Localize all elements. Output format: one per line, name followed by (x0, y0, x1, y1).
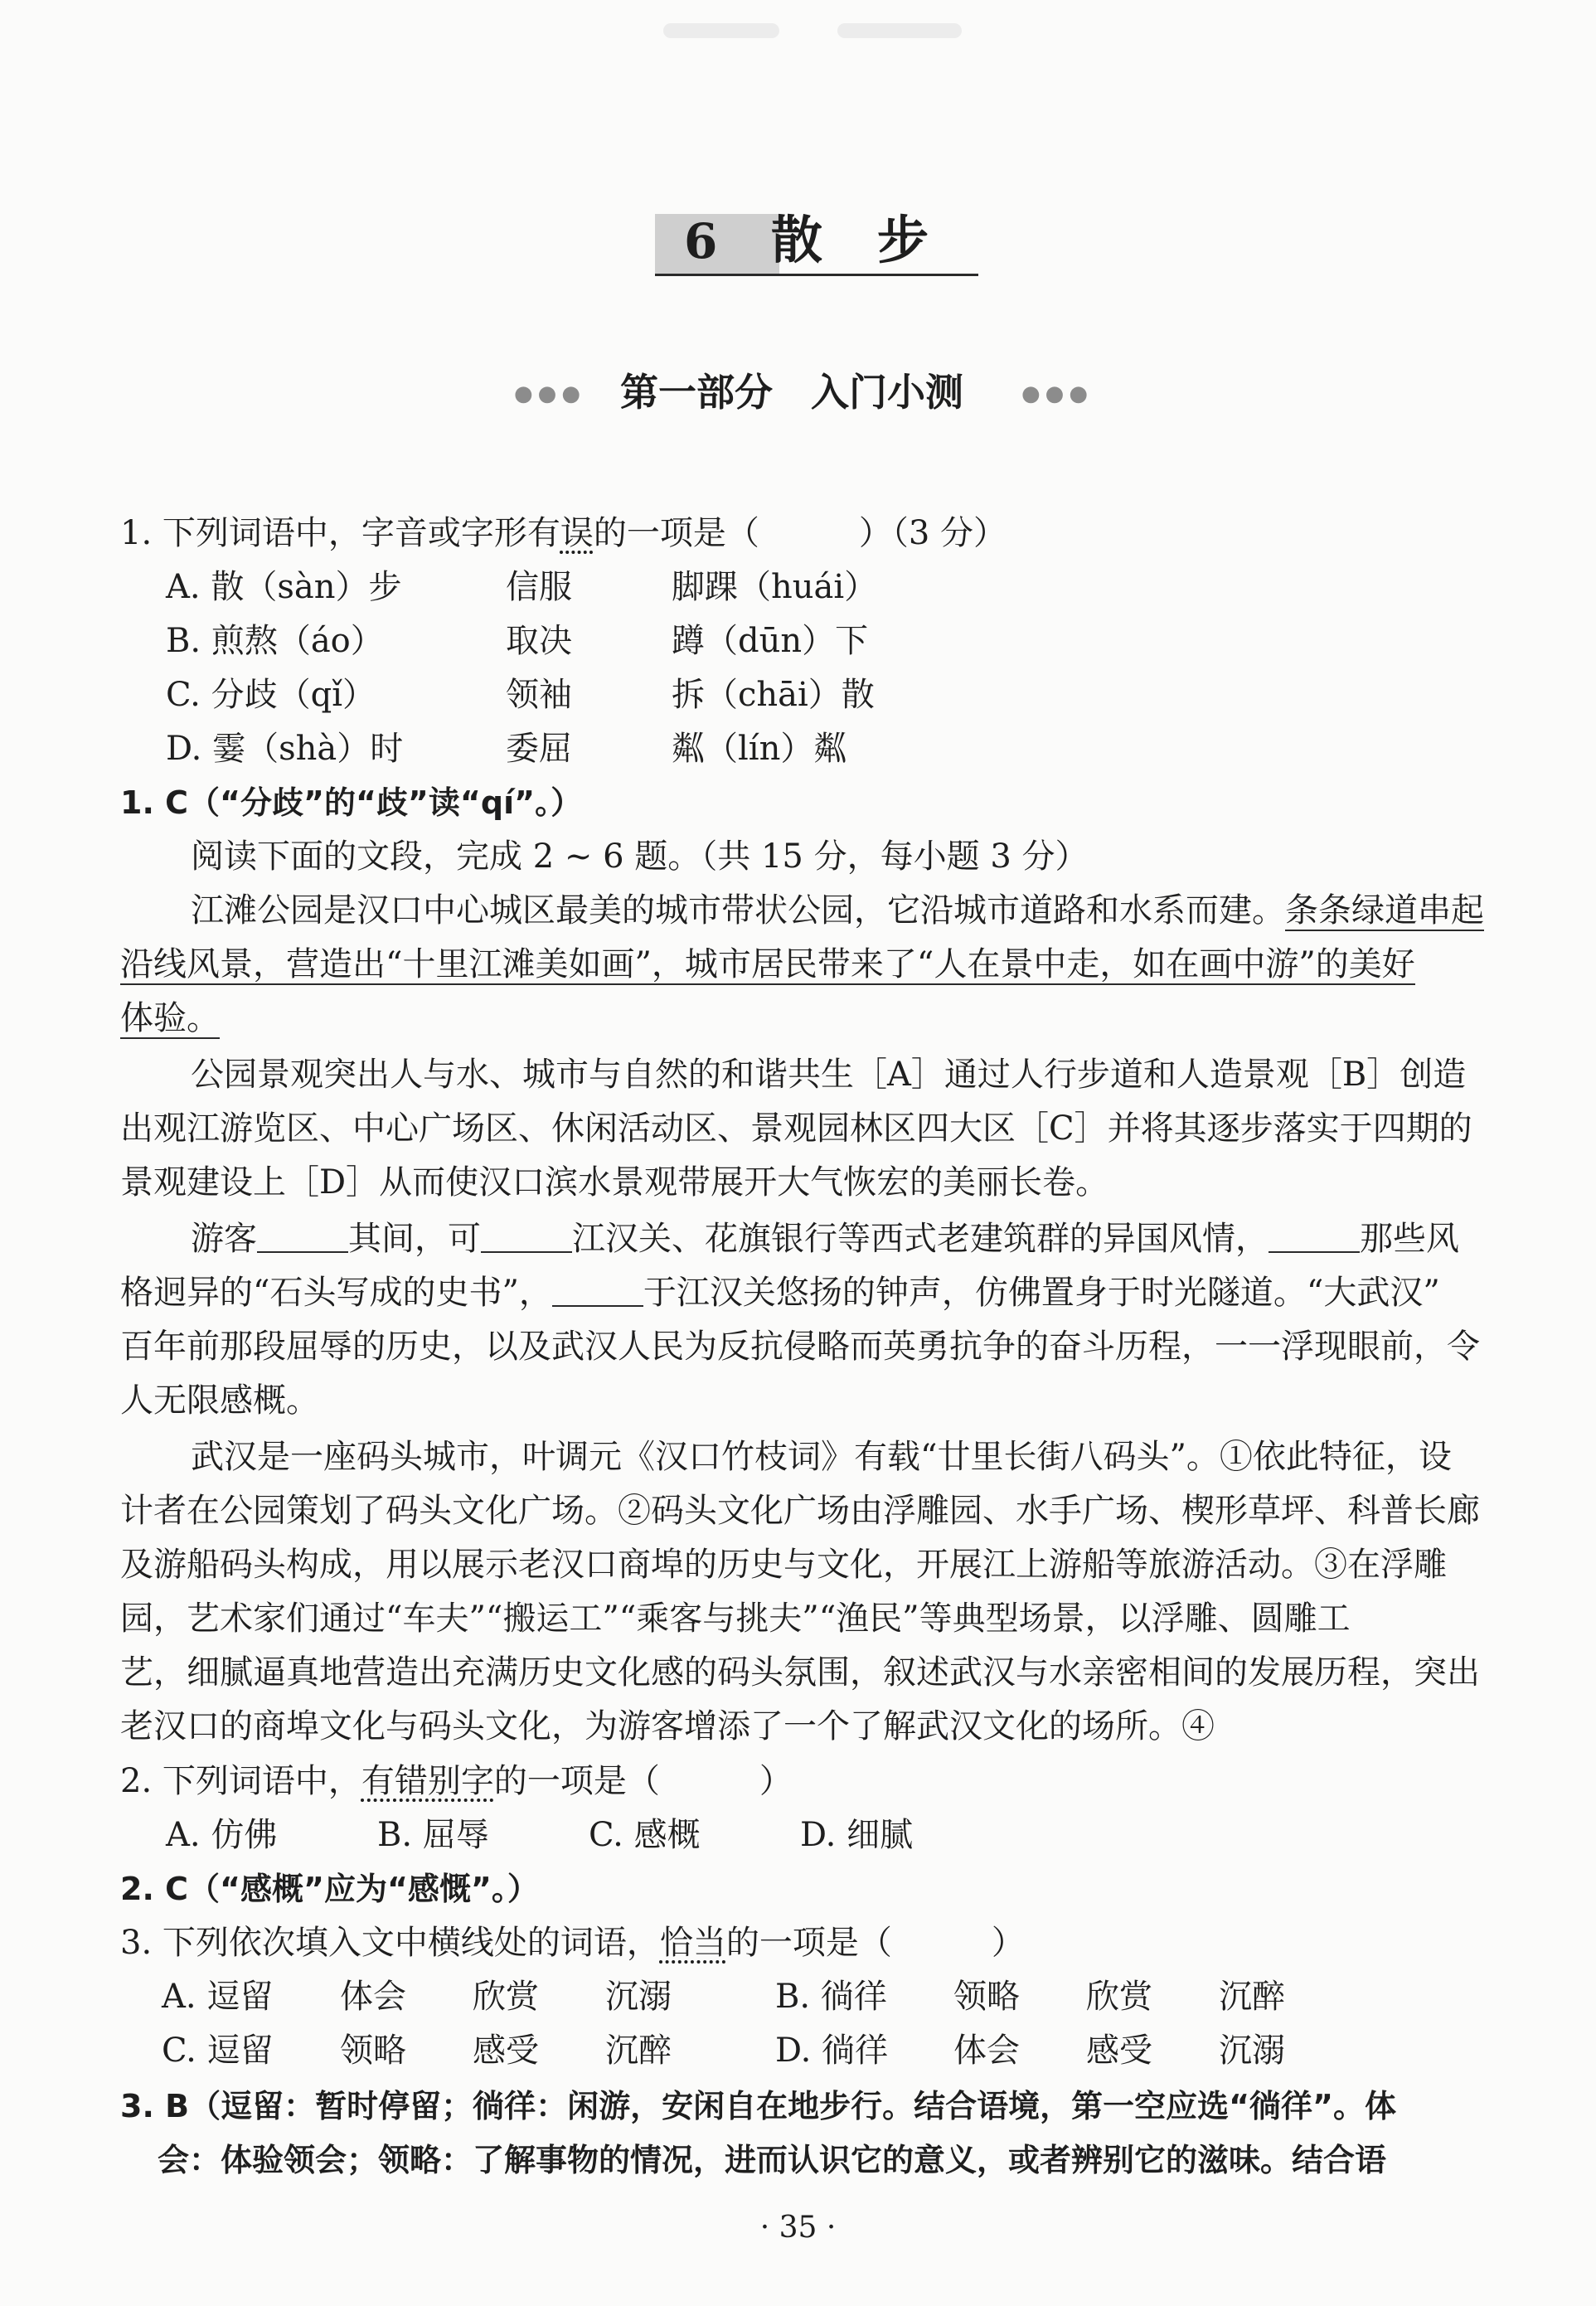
passage-p3-line-2: 格迥异的“石头写成的史书”， 于江汉关悠扬的钟声，仿佛置身于时光隧道。“大武汉” (120, 1274, 1440, 1312)
scan-smudge (663, 23, 779, 38)
passage-p4-line-5: 艺，细腻逼真地营造出充满历史文化感的码头氛围，叙述武汉与水亲密相间的发展历程，突出 (120, 1653, 1480, 1692)
passage-p2-line-2: 出观江游览区、中心广场区、休闲活动区、景观园林区四大区［C］并将其逐步落实于四期的 (120, 1109, 1472, 1148)
scan-smudge (837, 23, 962, 38)
passage-p1-line-3: 体验。 (120, 999, 220, 1037)
answer-3-line-2: 会：体验领会；领略：了解事物的情况，进而认识它的意义，或者辨别它的滋味。结合语 (158, 2142, 1387, 2178)
question-3-stem: 3. 下列依次填入文中横线处的词语，恰当的一项是（ ） (120, 1924, 1025, 1962)
passage-p3-line-3: 百年前那段屈辱的历史，以及武汉人民为反抗侵略而英勇抗争的奋斗历程，一一浮现眼前，令 (120, 1328, 1480, 1366)
page-number: · 35 · (759, 2211, 837, 2245)
passage-p2-line-3: 景观建设上［D］从而使汉口滨水景观带展开大气恢宏的美丽长卷。 (120, 1163, 1109, 1202)
passage-p3-line-4: 人无限感概。 (120, 1381, 319, 1420)
textbook-page: 6 散 步 ●●● 第一部分 入门小测 ●●● 1. 下列词语中，字音或字形有误的一项是（ ）（3 分） A. 散（sàn）步 信服 脚踝（huái） B. 煎熬（áo） 取决 蹲（dūn）下 C. 分歧（qǐ） 领袖 拆（chāi）散 D. 霎（shà）时 委屈 粼（lín）粼 1. C（“分歧”的“歧”读“qí”。） 阅读下面的文段，完成 2 ~ 6 题。（共 15 分，每小题 3 分） 江滩公园是汉口中心城区最美的城市带状公园，它沿城市道路和水系而建。条条绿道串起 沿线风景，营造出“十里江滩美如画”，城市居民带来了“人在景中走，如在画中游”的美好 体验。 公园景观突出人与水、城市与自然的和谐共生［A］通过人行步道和人造景观［B］创造 出观江游览区、中心广场区、休闲活动区、景观园林区四大区［C］并将其逐步落实于四期的 景观建设上［D］从而使汉口滨水景观带展开大气恢宏的美丽长卷。 游客 其间，可 江汉关、花旗银行等西式老建筑群的异国风情， 那些风 格迥异的“石头写成的史书”， 于江汉关悠扬的钟声，仿佛置身于时光隧道。“大武汉” 百年前那段屈辱的历史，以及武汉人民为反抗侵略而英勇抗争的奋斗历程，一一浮现眼前，令 人无限感概。 武汉是一座码头城市，叶调元《汉口竹枝词》有载“廿里长街八码头”。①依此特征，设 计者在公园策划了码头文化广场。②码头文化广场由浮雕园、水手广场、楔形草坪、科普长廊 及游船码头构成，用以展示老汉口商埠的历史与文化，开展江上游船等旅游活动。③在浮雕 园，艺术家们通过“车夫”“搬运工”“乘客与挑夫”“渔民”等典型场景，以浮雕、圆雕工 艺，细腻逼真地营造出充满历史文化感的码头氛围，叙述武汉与水亲密相间的发展历程，突出 老汉口的商埠文化与码头文化，为游客增添了一个了解武汉文化的场所。④ 2. 下列词语中，有错别字的一项是（ ） A. 仿佛 B. 屈辱 C. 感概 D. 细腻 2. C（“感概”应为“感慨”。） 3. 下列依次填入文中横线处的词语，恰当的一项是（ ） A. 逗留 体会 欣赏 沉溺 B. 徜徉 领略 欣赏 沉醉 C. 逗留 领略 感受 沉醉 D. 徜徉 体会 感受 沉溺 3. B（逗留：暂时停留；徜徉：闲游，安闲自在地步行。结合语境，第一空应选“徜徉”。体 会：体验领会；领略：了解事物的情况，进而认识它的意义，或者辨别它的滋味。结合语 · 35 · (0, 0, 1596, 2306)
left-dots-ornament: ●●● (514, 381, 586, 406)
chapter-heading (655, 207, 978, 282)
reading-instruction: 阅读下面的文段，完成 2 ~ 6 题。（共 15 分，每小题 3 分） (191, 837, 1089, 876)
chapter-title-char-2: 步 (877, 210, 929, 270)
passage-p4-line-1: 武汉是一座码头城市，叶调元《汉口竹枝词》有载“廿里长街八码头”。①依此特征，设 (191, 1438, 1452, 1476)
answer-3-line-1: 3. B（逗留：暂时停留；徜徉：闲游，安闲自在地步行。结合语境，第一空应选“徜徉”。体 (120, 2088, 1397, 2124)
answer-2: 2. C（“感概”应为“感慨”。） (120, 1871, 539, 1907)
passage-p4-line-4: 园，艺术家们通过“车夫”“搬运工”“乘客与挑夫”“渔民”等典型场景，以浮雕、圆雕工 (120, 1600, 1351, 1638)
passage-p4-line-6: 老汉口的商埠文化与码头文化，为游客增添了一个了解武汉文化的场所。④ (120, 1707, 1215, 1745)
passage-p4-line-2: 计者在公园策划了码头文化广场。②码头文化广场由浮雕园、水手广场、楔形草坪、科普长廊 (120, 1492, 1480, 1530)
section-title: 第一部分 入门小测 (620, 370, 963, 415)
question-2-stem: 2. 下列词语中，有错别字的一项是（ ） (120, 1762, 793, 1800)
passage-p1-line-1: 江滩公园是汉口中心城区最美的城市带状公园，它沿城市道路和水系而建。条条绿道串起 (191, 891, 1484, 930)
section-heading (514, 365, 1111, 423)
chapter-number: 6 (684, 213, 718, 269)
chapter-title-char-1: 散 (771, 210, 823, 270)
passage-p4-line-3: 及游船码头构成，用以展示老汉口商埠的历史与文化，开展江上游船等旅游活动。③在浮雕 (120, 1546, 1447, 1584)
right-dots-ornament: ●●● (1021, 381, 1094, 406)
passage-p1-line-2: 沿线风景，营造出“十里江滩美如画”，城市居民带来了“人在景中走，如在画中游”的美好 (120, 945, 1415, 983)
passage-p2-line-1: 公园景观突出人与水、城市与自然的和谐共生［A］通过人行步道和人造景观［B］创造 (191, 1056, 1467, 1094)
passage-p3-line-1: 游客 其间，可 江汉关、花旗银行等西式老建筑群的异国风情， 那些风 (191, 1220, 1459, 1258)
chapter-heading-rule (655, 274, 978, 276)
question-1-stem: 1. 下列词语中，字音或字形有误的一项是（ ）（3 分） (120, 514, 1007, 552)
answer-1: 1. C（“分歧”的“歧”读“qí”。） (120, 784, 583, 821)
